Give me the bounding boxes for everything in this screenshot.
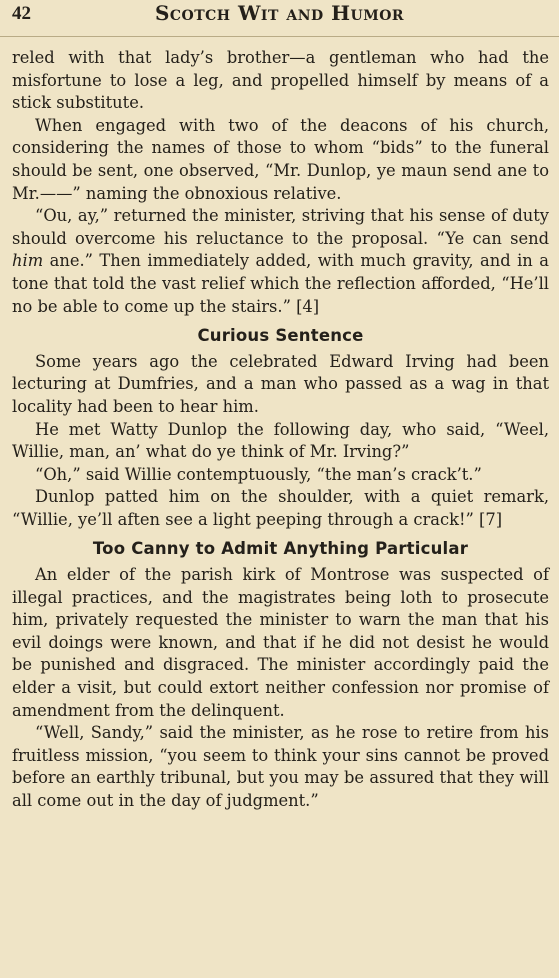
paragraph: An elder of the parish kirk of Montrose was suspected of illegal practices, and the magistrates being loth to prosecute him, privately requested the minister to warn the man that his evil doings were known, and that if he did not desist he would be punished and disgraced. The minister accordingly paid the elder a visit, but could extort neither confession nor promise of amendment from the delinquent. bbox=[12, 565, 549, 720]
paragraph: Dunlop patted him on the shoulder, with a quiet remark, “Willie, ye’ll aften see a light peeping through a crack!” [7] bbox=[12, 487, 549, 529]
paragraph: Some years ago the celebrated Edward Irving had been lecturing at Dumfries, and a man who passed as a wag in that locality had been to hear him. bbox=[12, 351, 549, 416]
page-number: 42 bbox=[12, 3, 31, 24]
paragraph: reled with that lady’s brother—a gentleman who had the misfortune to lose a leg, and propelled himself by means of a stick substitute. bbox=[12, 48, 549, 113]
section-heading: Curious Sentence bbox=[197, 326, 364, 346]
section-heading: Too Canny to Admit Anything Particular bbox=[92, 539, 469, 559]
paragraph: When engaged with two of the deacons of his church, considering the names of those to whom “bids” to the funeral should be sent, one observed, “Mr. Dunlop, ye maun send ane to Mr.——” naming the obnoxious relative. bbox=[12, 115, 549, 203]
emphasis: him bbox=[12, 251, 44, 271]
paragraph: He met Watty Dunlop the following day, who said, “Weel, Willie, man, an’ what do ye think of Mr. Irving?” bbox=[12, 419, 549, 462]
paragraph: “Ou, ay,” returned the minister, striving that his sense of duty should overcome his reluctance to the proposal. “Ye can send him ane.” Then immediately added, with much gravity, and in a tone that told the vast relief which the reflection afforded, “He’ll no be able to come up the stairs.” [4] bbox=[12, 206, 549, 316]
paragraph: “Oh,” said Willie contemptuously, “the man’s crack’t.” bbox=[35, 464, 482, 484]
running-head bbox=[0, 0, 559, 37]
body-text bbox=[12, 37, 549, 813]
running-title: Scotch Wit and Humor bbox=[154, 1, 405, 25]
paragraph: “Well, Sandy,” said the minister, as he rose to retire from his fruitless mission, “you seem to think your sins cannot be proved before an earthly tribunal, but you may be assured that they will all come out in the day of judgment.” bbox=[12, 723, 549, 810]
